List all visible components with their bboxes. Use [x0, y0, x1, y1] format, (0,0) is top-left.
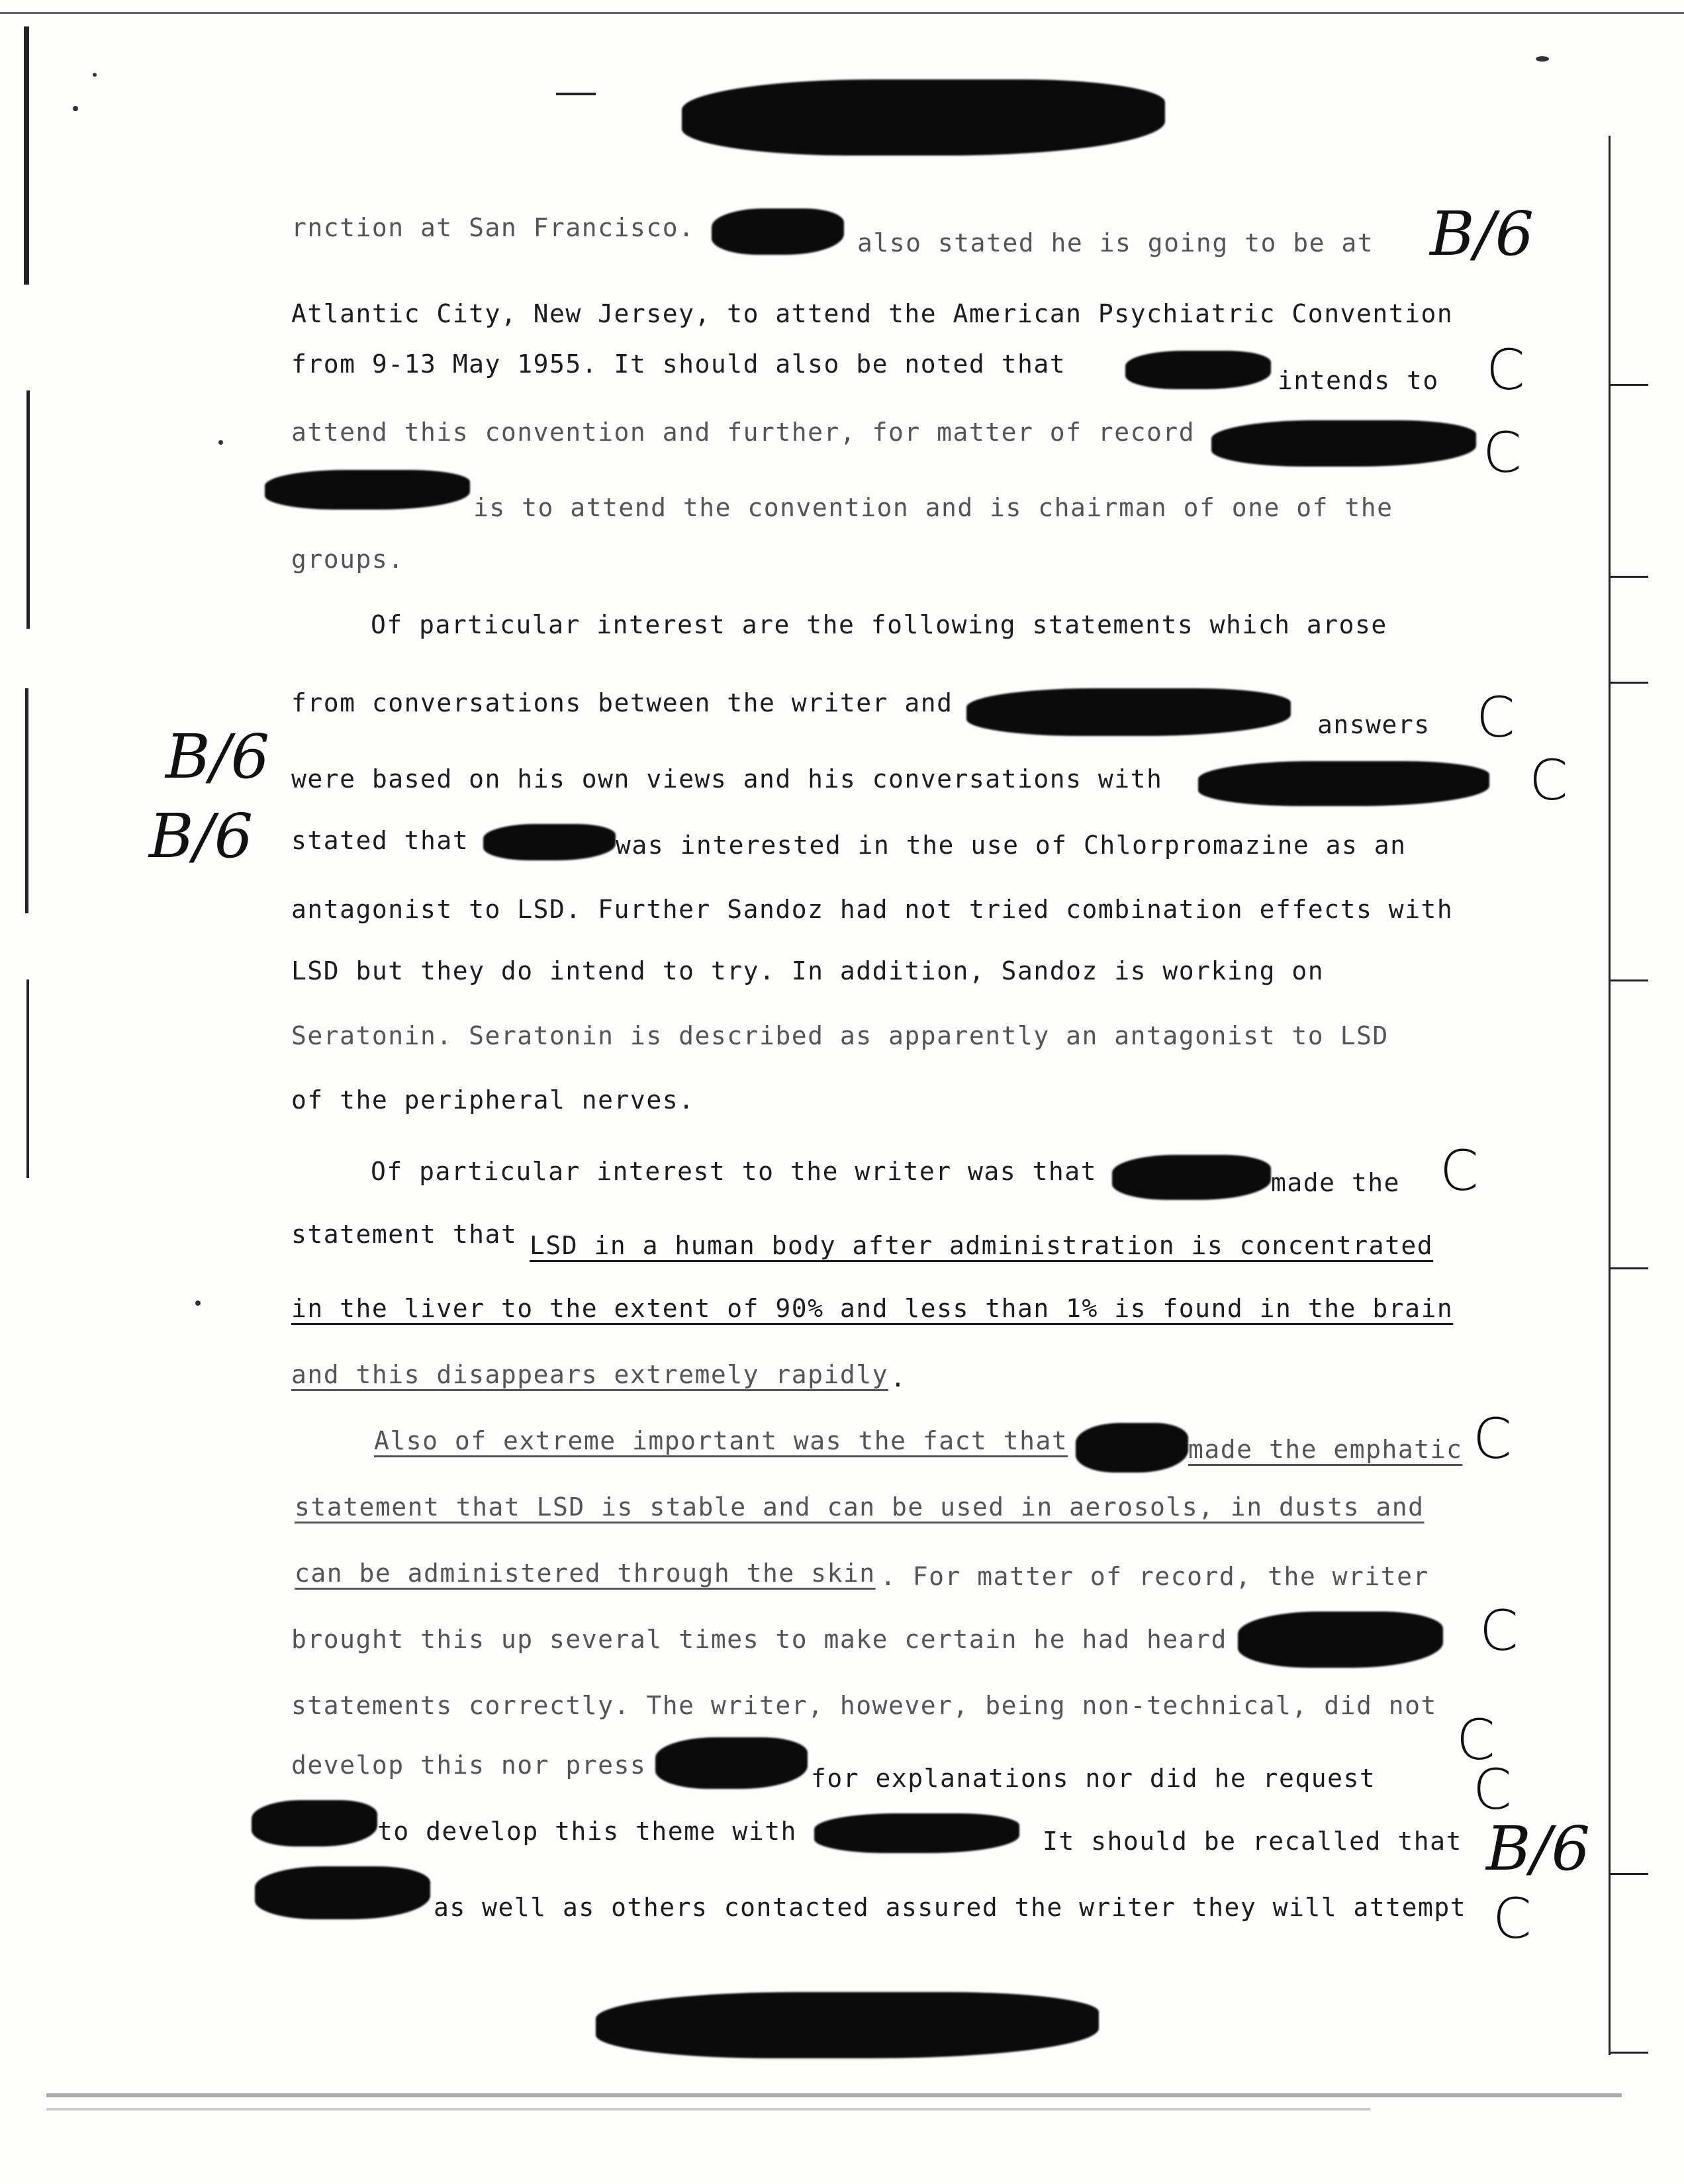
text-line: Seratonin. Seratonin is described as apparently an antagonist to LSD [291, 1021, 1389, 1050]
handwritten-c: C [1529, 748, 1568, 813]
handwritten-c: C [1493, 1886, 1532, 1951]
redaction [265, 470, 470, 510]
bottom-scan-noise [46, 2093, 1622, 2097]
bottom-scan-noise [46, 2108, 1370, 2111]
text-line: LSD but they do intend to try. In addition, Sandoz is working on [291, 956, 1325, 985]
underlined-text: can be administered through the skin [295, 1559, 876, 1588]
text-line: rnction at San Francisco. [291, 213, 695, 242]
scan-speck [93, 73, 97, 77]
handwritten-b6: B/6 [149, 801, 254, 872]
text-line: . For matter of record, the writer [880, 1562, 1429, 1591]
handwritten-c: C [1473, 1757, 1512, 1822]
underlined-text: Also of extreme important was the fact that [374, 1426, 1068, 1455]
handwritten-b6: B/6 [165, 721, 270, 792]
text-line: . [890, 1363, 907, 1392]
text-line: brought this up several times to make certain he had heard [291, 1625, 1227, 1654]
underlined-text: LSD in a human body after administration is concentrated [530, 1231, 1434, 1260]
redaction [252, 1800, 377, 1846]
top-scan-edge [0, 12, 1684, 14]
text-line: for explanations nor did he request [811, 1764, 1376, 1793]
redaction [655, 1737, 808, 1789]
text-line: groups. [291, 545, 404, 574]
redaction [1238, 1612, 1443, 1668]
handwritten-c: C [1440, 1138, 1479, 1203]
footer-redaction [596, 1992, 1099, 2058]
text-line: statements correctly. The writer, however, being non-technical, did not [291, 1691, 1437, 1720]
right-tick [1609, 384, 1648, 386]
redaction [1198, 761, 1489, 806]
text-line: from conversations between the writer and [291, 688, 953, 717]
text-line: as well as others contacted assured the writer they will attempt [434, 1893, 1467, 1922]
text-line: to develop this theme with [377, 1817, 797, 1846]
text-line: develop this nor press [291, 1751, 647, 1780]
right-tick [1609, 1267, 1648, 1269]
handwritten-c: C [1473, 1406, 1512, 1471]
handwritten-b6: B/6 [1430, 199, 1534, 269]
right-tick [1609, 576, 1648, 578]
right-tick [1609, 682, 1648, 684]
underlined-text: made the emphatic [1188, 1435, 1463, 1464]
left-margin-line [24, 26, 29, 285]
text-line: of the peripheral nerves. [291, 1085, 695, 1115]
underlined-text: statement that LSD is stable and can be used in aerosols, in dusts and [295, 1492, 1425, 1522]
text-line: from 9-13 May 1955. It should also be noted that [291, 349, 1066, 379]
right-tick [1609, 1873, 1648, 1875]
redaction [1211, 420, 1476, 467]
underlined-text: and this disappears extremely rapidly [291, 1360, 888, 1389]
underlined-text: in the liver to the extent of 90% and less than 1% is found in the brain [291, 1294, 1454, 1323]
handwritten-c: C [1483, 420, 1522, 485]
handwritten-b6: B/6 [1486, 1813, 1591, 1884]
redaction [1076, 1423, 1188, 1473]
left-margin-line [26, 979, 29, 1178]
text-line: antagonist to LSD. Further Sandoz had not tried combination effects with [291, 895, 1454, 924]
handwritten-c: C [1479, 1598, 1519, 1663]
header-redaction [682, 79, 1165, 156]
text-line: were based on his own views and his conversations with [291, 764, 1163, 794]
handwritten-c: C [1456, 1707, 1495, 1772]
text-line: Of particular interest to the writer was that [371, 1157, 1098, 1186]
scan-speck [195, 1300, 201, 1306]
handwritten-c: C [1476, 685, 1515, 750]
text-line: intends to [1278, 366, 1439, 395]
redaction [966, 688, 1291, 736]
text-line: is to attend the convention and is chairman of one of the [473, 493, 1393, 522]
text-line: Atlantic City, New Jersey, to attend the American Psychiatric Convention [291, 299, 1454, 328]
left-margin-line [25, 688, 28, 913]
redaction [814, 1813, 1019, 1853]
text-line: stated that [291, 826, 469, 855]
text-line: answers [1317, 710, 1430, 739]
handwritten-c: C [1486, 338, 1525, 402]
text-line: It should be recalled that [1043, 1827, 1462, 1856]
left-margin-line [26, 390, 30, 629]
redaction [255, 1866, 430, 1919]
redaction [483, 824, 616, 860]
right-tick [1609, 2052, 1648, 2054]
scan-speck [1536, 56, 1549, 62]
text-line: also stated he is going to be at [857, 228, 1374, 257]
text-line: statement that [291, 1220, 518, 1249]
scan-speck [73, 106, 78, 111]
text-line: was interested in the use of Chlorpromazine as an [616, 831, 1407, 860]
text-line: Of particular interest are the following statements which arose [371, 610, 1387, 639]
right-margin-line [1609, 136, 1611, 2055]
redaction [1112, 1155, 1271, 1200]
text-line: attend this convention and further, for matter of record [291, 418, 1195, 447]
text-line: made the [1271, 1168, 1401, 1197]
redaction [1125, 351, 1271, 389]
redaction [712, 208, 844, 255]
right-tick [1609, 979, 1648, 981]
header-dash [556, 93, 596, 95]
scan-speck [218, 440, 223, 445]
